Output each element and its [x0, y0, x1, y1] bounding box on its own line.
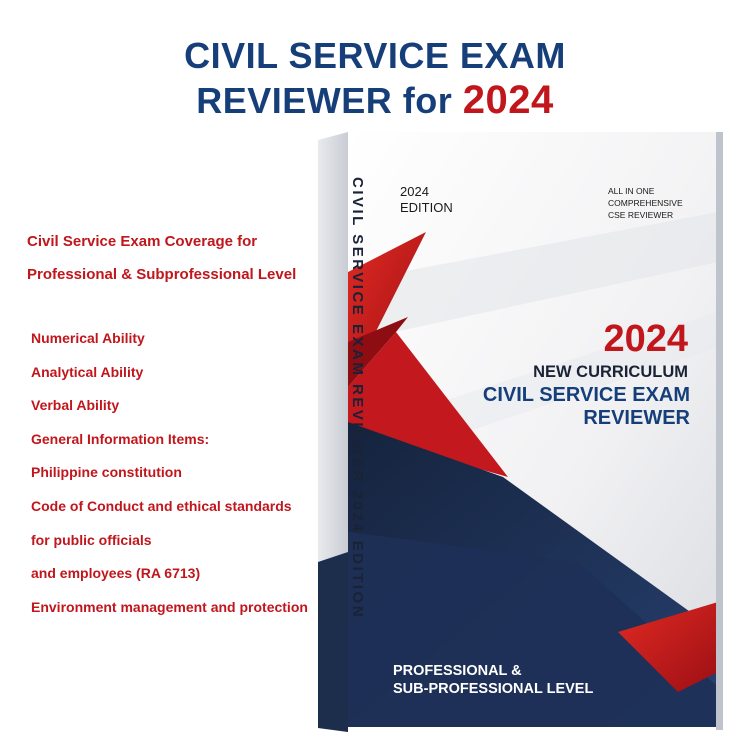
headline-year: 2024 — [462, 78, 554, 122]
topic-item: Code of Conduct and ethical standards — [31, 497, 292, 514]
topic-item: Verbal Ability — [31, 397, 120, 414]
book-page-edge — [716, 132, 723, 730]
all-in-one-line: COMPREHENSIVE — [608, 198, 683, 208]
topic-item: Environment management and protection — [31, 598, 308, 615]
spine-title: CIVIL SERVICE EXAM REVIEWER 2024 EDITION — [349, 177, 366, 620]
cover-curriculum: NEW CURRICULUM — [533, 363, 688, 381]
topic-item: Philippine constitution — [31, 464, 182, 481]
edition-label — [400, 184, 500, 216]
topic-item: General Information Items: — [31, 430, 210, 447]
coverage-line1: Civil Service Exam Coverage for — [27, 233, 258, 250]
topic-item: Numerical Ability — [31, 330, 145, 346]
topic-item: and employees (RA 6713) — [31, 565, 201, 582]
topic-item: Analytical Ability — [31, 363, 144, 380]
cover-year: 2024 — [603, 318, 688, 360]
headline — [0, 34, 750, 123]
cover-title-line2: REVIEWER — [583, 407, 690, 429]
cover-title-line1: CIVIL SERVICE EXAM — [482, 384, 690, 406]
cover-level — [393, 662, 633, 698]
headline-line1: CIVIL SERVICE EXAM — [184, 35, 566, 76]
topics-list — [31, 322, 341, 624]
cover-level-line1: PROFESSIONAL & — [393, 663, 522, 679]
all-in-one-label — [608, 185, 718, 221]
edition-word: EDITION — [400, 200, 453, 215]
coverage-line2: Professional & Subprofessional Level — [27, 266, 297, 283]
headline-line2: REVIEWER for — [196, 80, 453, 121]
coverage-heading — [27, 225, 337, 291]
all-in-one-line: CSE REVIEWER — [608, 210, 674, 220]
edition-year: 2024 — [400, 184, 429, 199]
cover-level-line2: SUB-PROFESSIONAL LEVEL — [393, 681, 594, 697]
book-cover-image — [318, 132, 723, 732]
topic-item: for public officials — [31, 531, 152, 548]
all-in-one-line: ALL IN ONE — [608, 186, 655, 196]
book-artwork — [318, 132, 723, 732]
cover-title — [468, 384, 690, 430]
